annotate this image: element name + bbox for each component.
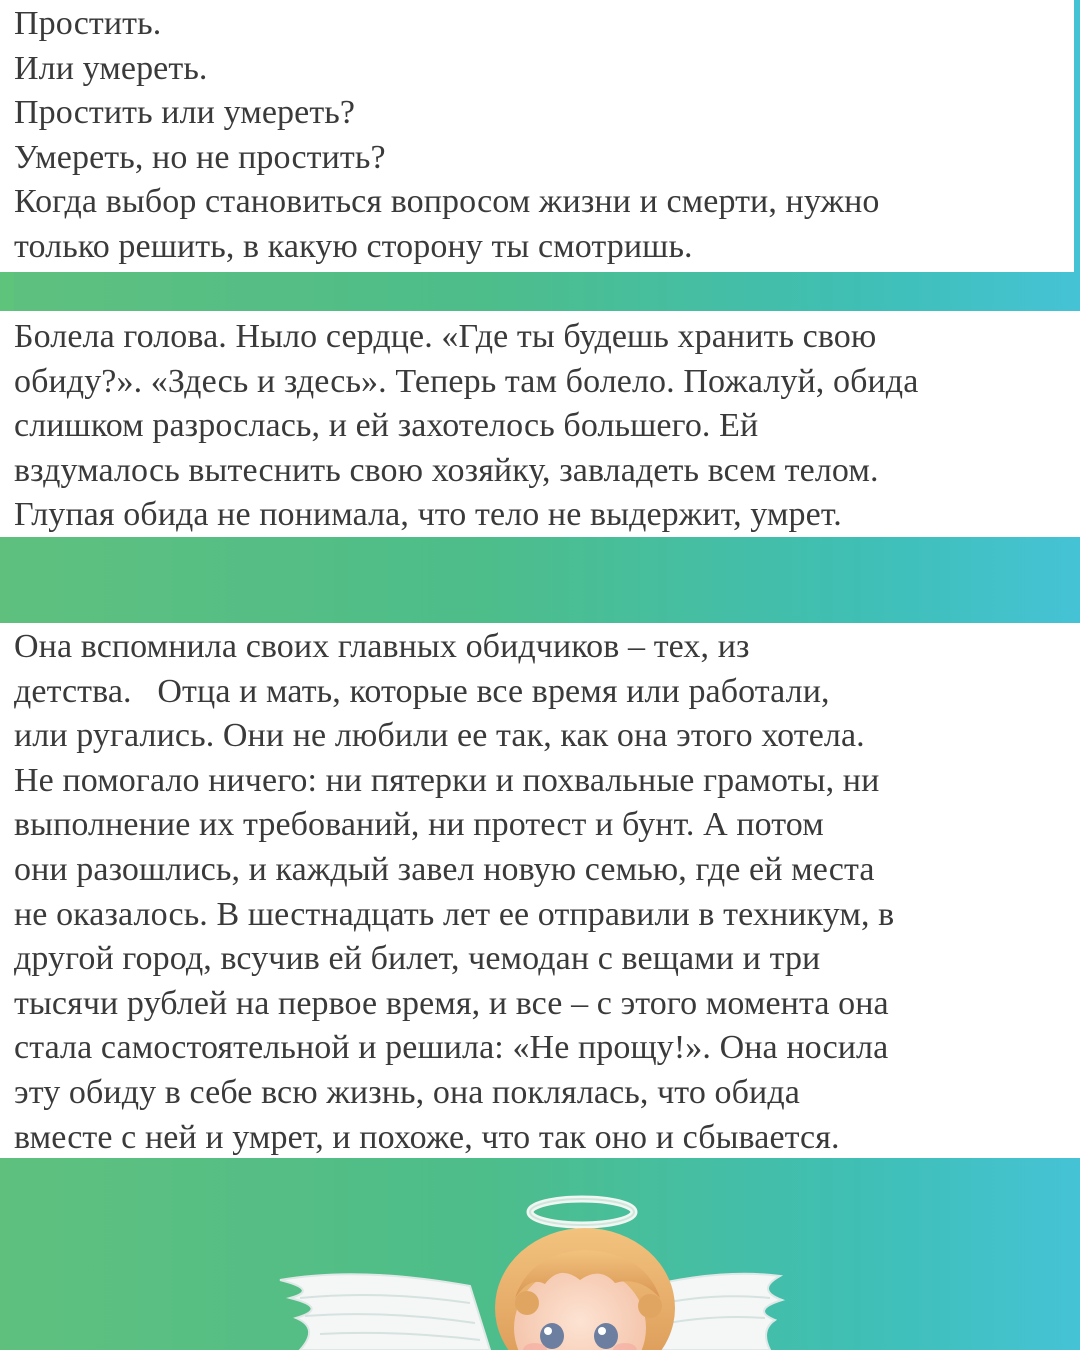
angel-icon bbox=[0, 1158, 1080, 1350]
text-line: только решить, в какую сторону ты смотришь. bbox=[14, 227, 693, 265]
text-line: эту обиду в себе всю жизнь, она поклялась, что обида bbox=[14, 1073, 800, 1111]
text-line: они разошлись, и каждый завел новую семью, где ей места bbox=[14, 850, 875, 888]
text-line: или ругались. Они не любили ее так, как она этого хотела. bbox=[14, 717, 865, 755]
text-line: обиду?». «Здесь и здесь». Теперь там болело. Пожалуй, обида bbox=[14, 362, 919, 400]
text-line: вместе с ней и умрет, и похоже, что так оно и сбывается. bbox=[14, 1118, 840, 1156]
text-block-1 bbox=[0, 0, 1074, 272]
text-line: тысячи рублей на первое время, и все – с этого момента она bbox=[14, 984, 889, 1022]
text-line: детства. Отца и мать, которые все время или работали, bbox=[14, 672, 830, 710]
text-line: выполнение их требований, ни протест и бунт. А потом bbox=[14, 806, 824, 844]
text-line: стала самостоятельной и решила: «Не прощу!». Она носила bbox=[14, 1029, 889, 1067]
text-line: Или умереть. bbox=[14, 49, 208, 87]
text-line: Когда выбор становиться вопросом жизни и смерти, нужно bbox=[14, 183, 880, 221]
text-line: Глупая обида не понимала, что тело не выдержит, умрет. bbox=[14, 496, 842, 534]
text-line: Простить или умереть? bbox=[14, 94, 356, 132]
text-line: не оказалось. В шестнадцать лет ее отправили в техникум, в bbox=[14, 895, 895, 933]
text-line: Она вспомнила своих главных обидчиков – тех, из bbox=[14, 628, 750, 665]
text-block-2 bbox=[0, 311, 1080, 537]
text-line: Не помогало ничего: ни пятерки и похвальные грамоты, ни bbox=[14, 761, 880, 799]
text-line: другой город, всучив ей билет, чемодан с вещами и три bbox=[14, 940, 821, 978]
text-line: вздумалось вытеснить свою хозяйку, завладеть всем телом. bbox=[14, 451, 879, 489]
separator-accent bbox=[0, 272, 14, 311]
text-line: слишком разрослась, и ей захотелось большего. Ей bbox=[14, 407, 759, 445]
text-line: Умереть, но не простить? bbox=[14, 138, 386, 176]
text-block-3 bbox=[0, 623, 1080, 1158]
text-line: Простить. bbox=[14, 5, 162, 42]
text-line: Болела голова. Ныло сердце. «Где ты будешь хранить свою bbox=[14, 318, 877, 355]
